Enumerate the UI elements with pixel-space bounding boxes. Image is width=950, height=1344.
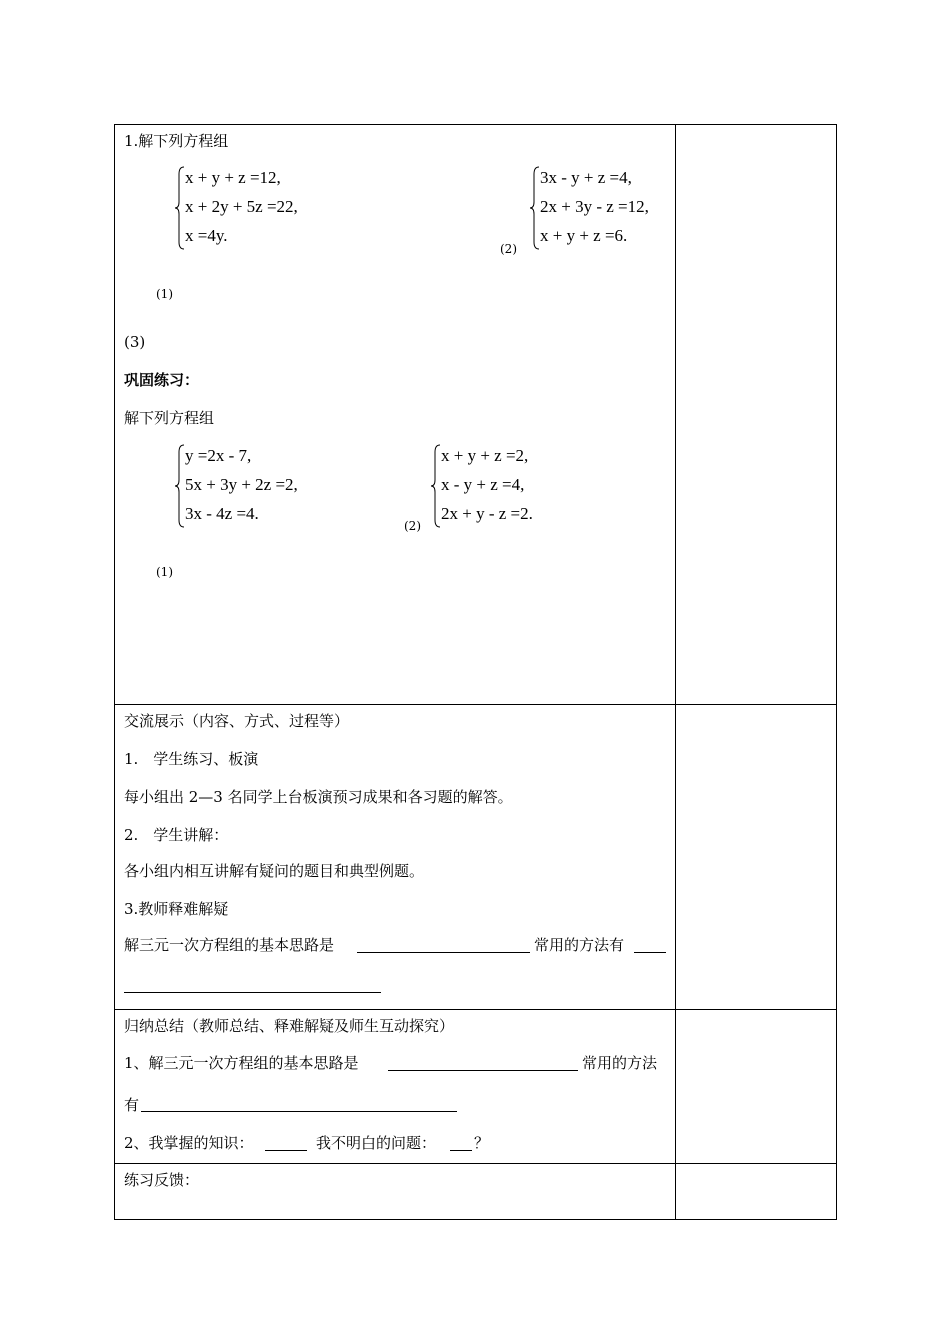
brace-icon <box>175 444 185 528</box>
equation-line: 3x - 4z =4. <box>185 504 259 523</box>
section2-item-2: 2. 学生讲解： <box>124 826 229 844</box>
problem-label-3: (3) <box>124 333 146 351</box>
equation-line: 3x - y + z =4, <box>540 168 632 187</box>
section1-heading: 1.解下列方程组 <box>124 132 229 150</box>
section2-item-3-detail-a: 解三元一次方程组的基本思路是 <box>124 936 335 954</box>
answer-blank[interactable] <box>124 992 381 993</box>
equation-system-2 <box>530 166 675 252</box>
answer-blank[interactable] <box>388 1070 578 1071</box>
practice-intro: 解下列方程组 <box>124 409 215 427</box>
answer-blank[interactable] <box>450 1150 472 1151</box>
system-label: (1) <box>156 287 173 301</box>
equation-line: x - y + z =4, <box>441 475 525 494</box>
table-border-bottom <box>114 1219 837 1220</box>
equation-system-3 <box>175 444 345 530</box>
section4-heading: 练习反馈： <box>124 1171 200 1189</box>
section2-item-1: 1. 学生练习、板演 <box>124 750 259 768</box>
table-row-divider-1 <box>114 704 837 705</box>
equation-system-4 <box>431 444 581 530</box>
section2-item-3-detail-b: 常用的方法有 <box>534 936 625 954</box>
table-border-right <box>836 124 837 1220</box>
section2-item-2-detail: 各小组内相互讲解有疑问的题目和典型例题。 <box>124 862 425 880</box>
section3-line-1a: 1、解三元一次方程组的基本思路是 <box>124 1054 359 1072</box>
section2-item-1-detail: 每小组出 2—3 名同学上台板演预习成果和各习题的解答。 <box>124 788 513 806</box>
brace-icon <box>530 166 540 250</box>
brace-icon <box>431 444 441 528</box>
table-border-left <box>114 124 115 1220</box>
practice-heading: 巩固练习： <box>124 371 200 389</box>
equation-line: 5x + 3y + 2z =2, <box>185 475 298 494</box>
section2-heading: 交流展示（内容、方式、过程等） <box>124 712 350 730</box>
system-label: (1) <box>156 565 173 579</box>
equation-system-1 <box>175 166 345 252</box>
equation-line: x + 2y + 5z =22, <box>185 197 298 216</box>
section3-line-1b: 常用的方法 <box>582 1054 658 1072</box>
section3-line-3c: ？ <box>474 1134 490 1152</box>
equation-line: x + y + z =2, <box>441 446 529 465</box>
equation-line: x =4y. <box>185 226 228 245</box>
table-row-divider-3 <box>114 1163 837 1164</box>
system-label: (2) <box>500 242 517 256</box>
equation-line: x + y + z =12, <box>185 168 281 187</box>
equation-line: x + y + z =6. <box>540 226 628 245</box>
equation-line: y =2x - 7, <box>185 446 252 465</box>
section3-line-2: 有 <box>124 1096 140 1114</box>
table-column-divider <box>675 124 676 1220</box>
equation-line: 2x + 3y - z =12, <box>540 197 649 216</box>
answer-blank[interactable] <box>634 952 666 953</box>
section3-line-3b: 我不明白的问题： <box>316 1134 437 1152</box>
table-row-divider-2 <box>114 1009 837 1010</box>
section3-line-3a: 2、我掌握的知识： <box>124 1134 254 1152</box>
section2-item-3: 3.教师释难解疑 <box>124 900 229 918</box>
equation-line: 2x + y - z =2. <box>441 504 533 523</box>
answer-blank[interactable] <box>357 952 530 953</box>
answer-blank[interactable] <box>141 1111 457 1112</box>
table-border-top <box>114 124 837 125</box>
system-label: (2) <box>404 519 421 533</box>
section3-heading: 归纳总结（教师总结、释难解疑及师生互动探究） <box>124 1017 455 1035</box>
brace-icon <box>175 166 185 250</box>
answer-blank[interactable] <box>265 1150 307 1151</box>
